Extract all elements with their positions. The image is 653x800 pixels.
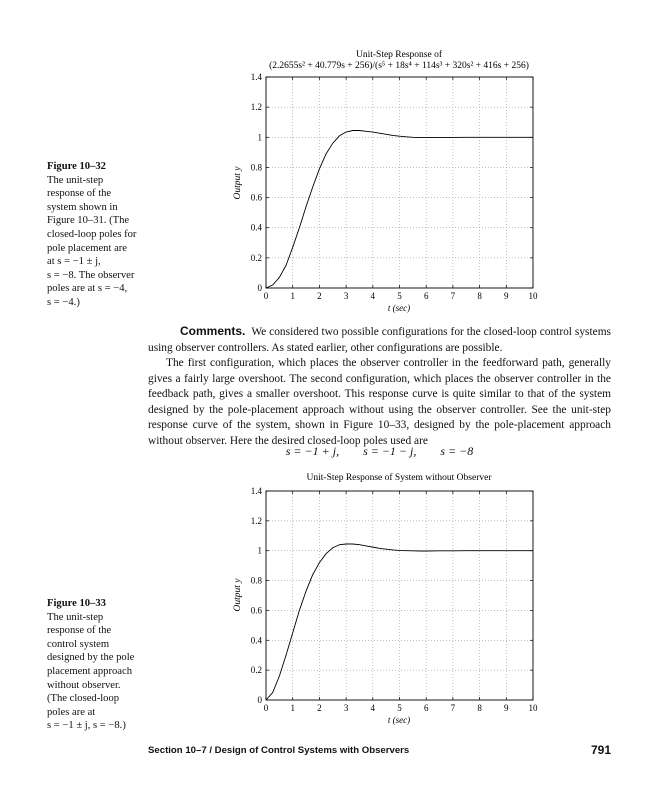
x-tick-label: 6: [423, 703, 429, 713]
caption-line: s = −1 ± j, s = −8.): [47, 720, 126, 732]
y-tick-label: 0.2: [250, 665, 262, 676]
x-tick-label: 9: [504, 703, 509, 713]
x-tick-label: 1: [290, 291, 295, 301]
pole-equation: [148, 444, 611, 459]
pole-2: s = −1 − j,: [363, 444, 417, 458]
caption-line: (The closed-loop: [47, 693, 120, 705]
y-tick-label: 1.2: [250, 102, 262, 113]
y-tick-label: 0.4: [250, 222, 262, 233]
section-title: Section 10–7 / Design of Control Systems with Observers: [148, 745, 410, 756]
paragraph-1-text: We considered two possible configurations for the closed-loop control systems using observer controllers. As stated earlier, other configurations are possible.: [148, 326, 611, 354]
y-tick-label: 0.4: [250, 635, 262, 646]
caption-line: at s = −1 ± j,: [47, 256, 101, 268]
y-tick-label: 1.4: [250, 486, 262, 496]
y-tick-label: 0.2: [250, 252, 262, 263]
caption-line: placement approach: [47, 665, 132, 677]
x-tick-label: 3: [343, 703, 349, 713]
caption-line: response of the: [47, 188, 112, 200]
x-tick-label: 8: [477, 703, 482, 713]
y-tick-label: 0.6: [250, 192, 262, 203]
caption-line: poles are at s = −4,: [47, 283, 128, 295]
x-axis-label: t (sec): [387, 303, 411, 313]
caption-line: pole placement are: [47, 242, 127, 254]
y-tick-label: 0.6: [250, 605, 262, 616]
y-axis-label: Output y: [233, 578, 243, 612]
y-tick-label: 0.8: [250, 162, 262, 173]
caption-line: Figure 10–31. (The: [47, 215, 130, 227]
x-tick-label: 8: [477, 291, 482, 301]
x-tick-label: 0: [263, 703, 269, 713]
caption-line: poles are at: [47, 706, 96, 718]
figure-10-32-title: Figure 10–32: [47, 161, 106, 172]
caption-line: s = −4.): [47, 296, 80, 308]
figure-10-33-chart: [0, 460, 653, 730]
caption-line: system shown in: [47, 201, 118, 213]
paragraph-2: The first configuration, which places the observer controller in the feedforward path, generally gives a fairly large overshoot. The second configuration, which places the observer controller in the feedback path, gives a smaller overshoot. This response curve is quite similar to that of the system designed by the pole-placement approach without using the observer controller. See the unit-step response curve of the system, shown in Figure 10–33, designed by the pole-placement approach without observer. Here the desired closed-loop poles used are: [148, 357, 611, 447]
chart-subtitle: (2.2655s² + 40.779s + 256)/(s⁵ + 18s⁴ + 114s³ + 320s² + 416s + 256): [269, 61, 529, 71]
page-number: 791: [590, 743, 611, 757]
y-tick-label: 0: [257, 695, 262, 705]
figure-10-32-chart: [0, 0, 653, 320]
comments-heading: Comments.: [180, 324, 246, 338]
y-axis-label: Output y: [233, 166, 243, 200]
x-tick-label: 2: [317, 703, 322, 713]
x-tick-label: 4: [370, 291, 376, 301]
x-tick-label: 1: [290, 703, 295, 713]
chart-title: Unit-Step Response of: [355, 50, 443, 60]
chart-title: Unit-Step Response of System without Observer: [306, 473, 492, 483]
pole-3: s = −8: [440, 444, 474, 458]
caption-line: designed by the pole: [47, 652, 135, 664]
y-tick-label: 1.4: [250, 72, 262, 82]
figure-10-33-title: Figure 10–33: [47, 598, 106, 609]
caption-line: closed-loop poles for: [47, 228, 137, 240]
page-footer: [148, 745, 611, 756]
x-tick-label: 4: [370, 703, 376, 713]
x-tick-label: 10: [528, 703, 538, 713]
x-tick-label: 0: [263, 291, 269, 301]
x-tick-label: 2: [317, 291, 322, 301]
y-tick-label: 1.2: [250, 515, 262, 526]
caption-line: The unit-step: [47, 174, 104, 186]
caption-line: without observer.: [47, 679, 121, 691]
y-tick-label: 1: [257, 132, 262, 143]
caption-line: The unit-step: [47, 611, 104, 623]
x-tick-label: 9: [504, 291, 509, 301]
x-axis-label: t (sec): [387, 715, 411, 725]
x-tick-label: 7: [450, 703, 456, 713]
caption-line: response of the: [47, 625, 112, 637]
caption-line: s = −8. The observer: [47, 269, 135, 281]
pole-1: s = −1 + j,: [285, 444, 340, 458]
x-tick-label: 3: [343, 291, 349, 301]
caption-line: control system: [47, 638, 110, 650]
x-tick-label: 5: [397, 291, 402, 301]
response-curve: [266, 544, 533, 700]
x-tick-label: 10: [528, 291, 538, 301]
y-tick-label: 0.8: [250, 575, 262, 586]
y-tick-label: 1: [257, 545, 262, 556]
y-tick-label: 0: [257, 283, 262, 293]
paragraph-comments: [148, 324, 611, 356]
x-tick-label: 6: [423, 291, 429, 301]
x-tick-label: 7: [450, 291, 456, 301]
comments-section: [148, 324, 611, 449]
x-tick-label: 5: [397, 703, 402, 713]
